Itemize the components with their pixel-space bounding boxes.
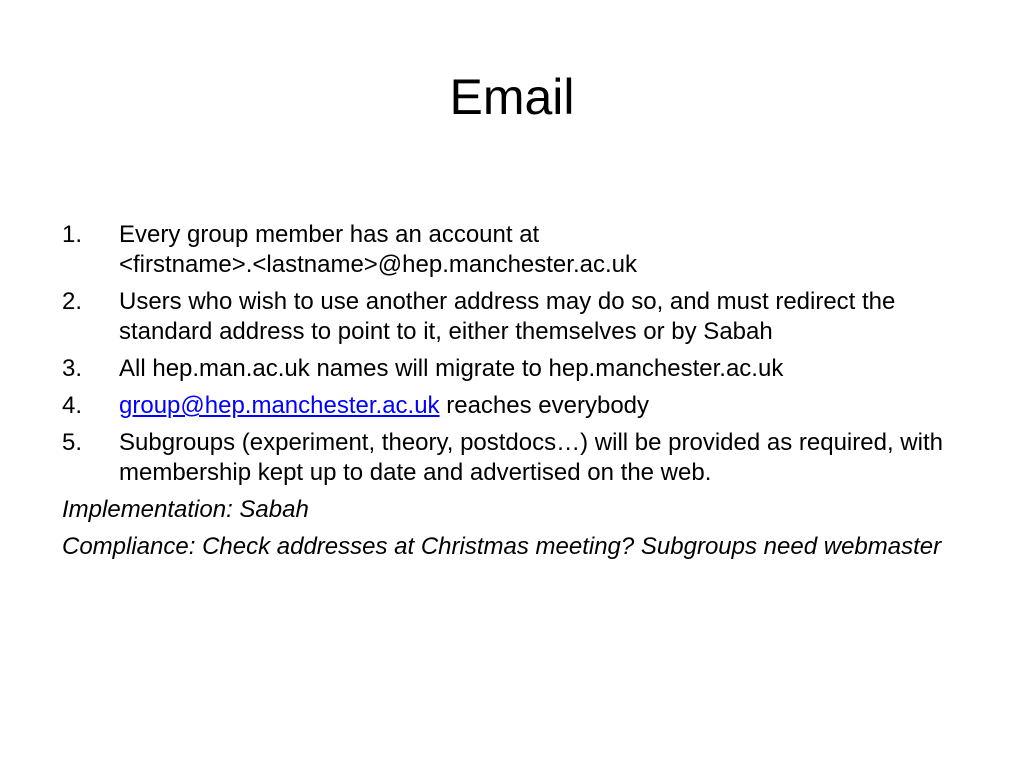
list-text-line: Every group member has an account at xyxy=(119,221,540,248)
list-text-suffix: reaches everybody xyxy=(439,392,650,419)
list-number: 4. xyxy=(62,392,83,419)
list-number: 1. xyxy=(62,221,83,248)
list-text: Subgroups (experiment, theory, postdocs…) will be provided as required, with membership kept up to date and advertised on the web. xyxy=(119,429,943,486)
list-text: Users who wish to use another address may do so, and must redirect the standard address to point to it, either themselves or by Sabah xyxy=(119,288,896,345)
implementation-note: Implementation: Sabah xyxy=(62,496,309,523)
email-address-pattern: <firstname>.<lastname>@hep.manchester.ac.uk xyxy=(119,251,637,278)
list-item-4 xyxy=(62,391,962,421)
list-text xyxy=(119,220,962,280)
list-item-1 xyxy=(62,220,962,280)
compliance-note: Compliance: Check addresses at Christmas meeting? Subgroups need webmaster xyxy=(62,533,942,560)
list-text xyxy=(119,391,962,421)
list-number: 5. xyxy=(62,429,83,456)
list-number: 2. xyxy=(62,288,83,315)
slide-title: Email xyxy=(449,69,575,125)
list-item-3 xyxy=(62,354,962,384)
list-number: 3. xyxy=(62,355,83,382)
list-item-2 xyxy=(62,287,962,347)
list-item-5 xyxy=(62,428,962,488)
group-email-link[interactable]: group@hep.manchester.ac.uk xyxy=(119,392,440,419)
slide-body xyxy=(62,220,962,569)
list-text: All hep.man.ac.uk names will migrate to hep.manchester.ac.uk xyxy=(119,355,784,382)
